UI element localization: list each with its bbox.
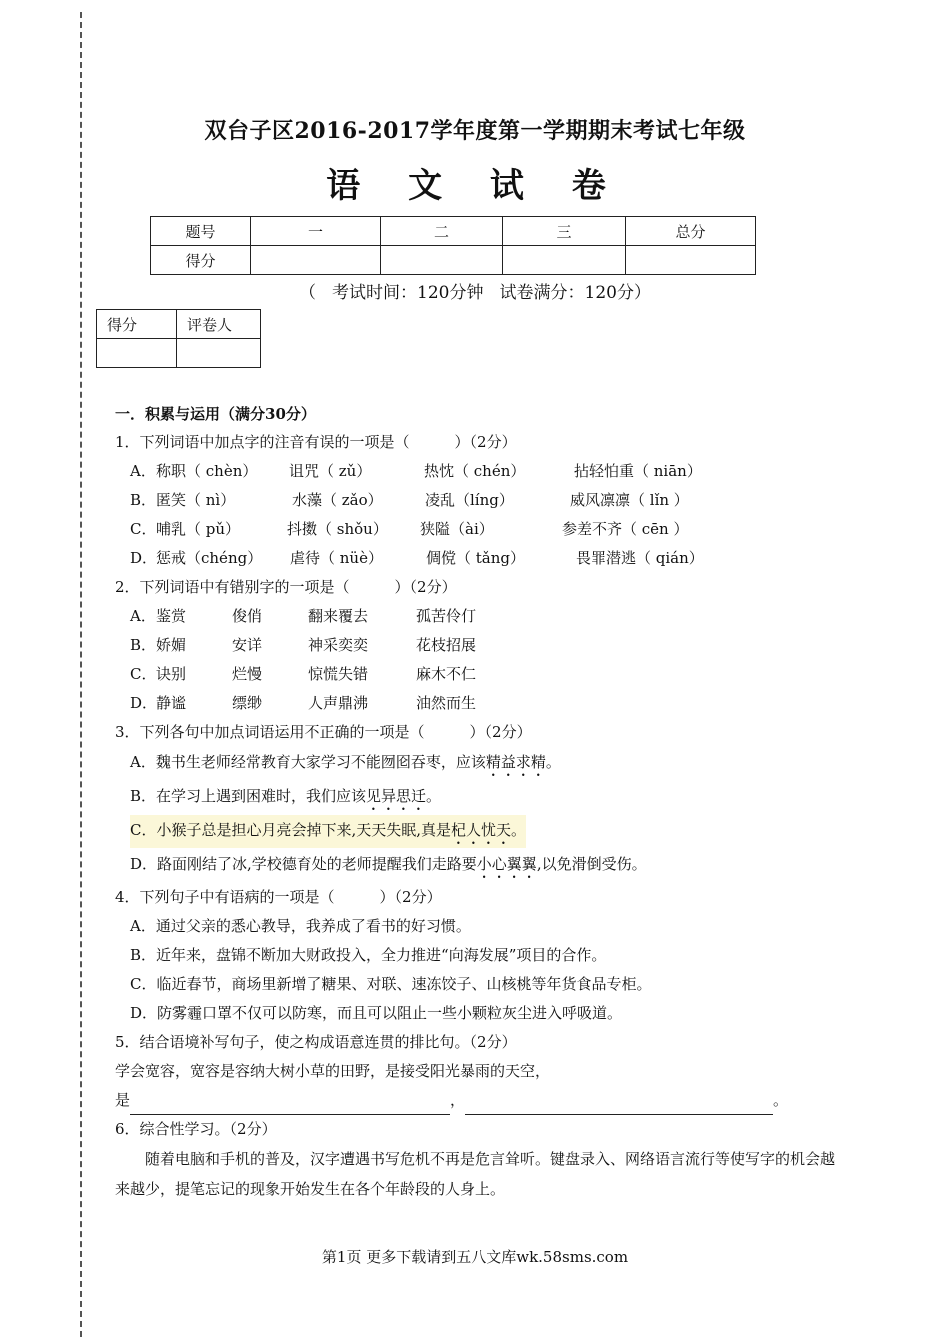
- question-2-stem: 2．下列词语中有错别字的一项是（ ）（2分）: [115, 578, 457, 596]
- question-4-option-d: D．防雾霾口罩不仅可以防寒，而且可以阻止一些小颗粒灰尘进入呼吸道。: [130, 1004, 623, 1022]
- question-1-option-c: C．哺乳（ pǔ） 抖擞（ shǒu） 狭隘（ài） 参差不齐（ cēn ）: [130, 520, 689, 538]
- exam-content: [115, 400, 840, 1204]
- score-cell: 三: [503, 217, 626, 246]
- dotted-phrase: 杞人忧天: [451, 821, 512, 839]
- subject-title: 语 文 试 卷: [326, 166, 624, 206]
- grader-name-label: 评卷人: [177, 310, 261, 339]
- score-table-header-row: [151, 217, 756, 246]
- question-3-option-a: A．魏书生老师经常教育大家学习不能囫囵吞枣，应该精益求精。: [115, 747, 840, 781]
- question-4-option-c: C．临近春节，商场里新增了糖果、对联、速冻饺子、山核桃等年货食品专柜。: [130, 975, 652, 993]
- score-cell: 总分: [626, 217, 756, 246]
- score-table-score-row: [151, 246, 756, 275]
- grader-score-cell: [97, 339, 177, 368]
- question-6-paragraph: 随着电脑和手机的普及，汉字遭遇书写危机不再是危言耸听。键盘录入、网络语言流行等使写字的机会越来越少，提笔忘记的现象开始发生在各个年龄段的人身上。: [115, 1150, 836, 1198]
- score-cell: 一: [251, 217, 381, 246]
- question-4-stem: 4．下列句子中有语病的一项是（ ）（2分）: [115, 888, 442, 906]
- question-3-option-d: D．路面刚结了冰,学校德育处的老师提醒我们走路要小心翼翼,以免滑倒受伤。: [115, 849, 840, 883]
- dotted-phrase: 见异思迁: [366, 787, 427, 805]
- grader-score-label: 得分: [97, 310, 177, 339]
- question-5-line-2: 是 ， 。: [115, 1086, 840, 1115]
- score-table: [150, 216, 756, 275]
- exam-title: 双台子区2016-2017学年度第一学期期末考试七年级: [204, 118, 746, 144]
- question-4-option-a: A．通过父亲的悉心教导，我养成了看书的好习惯。: [130, 917, 471, 935]
- question-1-option-a: A．称职（ chèn） 诅咒（ zǔ） 热忱（ chén） 拈轻怕重（ niān）: [130, 462, 702, 480]
- question-1-option-b: B．匿笑（ nì） 水藻（ zǎo） 凌乱（líng） 威风凛凛（ lǐn ）: [130, 491, 689, 509]
- question-5-line-1: 学会宽容，宽容是容纳大树小草的田野，是接受阳光暴雨的天空，: [115, 1062, 551, 1080]
- dotted-phrase: 精益求精: [485, 753, 546, 771]
- question-3-stem: 3．下列各句中加点词语运用不正确的一项是（ ）（2分）: [115, 723, 532, 741]
- binding-dashed-line: [80, 12, 82, 1337]
- exam-full-score: 试卷满分：120分）: [499, 283, 651, 303]
- section-title: 一．积累与运用（满分30分）: [115, 405, 316, 423]
- page-footer: 第1页 更多下载请到五八文库wk.58sms.com: [321, 1248, 629, 1266]
- score-input-cell: [503, 246, 626, 275]
- question-1-stem: 1．下列词语中加点字的注音有误的一项是（ ）（2分）: [115, 433, 517, 451]
- question-2-option-b: B．娇媚 安详 神采奕奕 花枝招展: [130, 636, 477, 654]
- question-5-stem: 5．结合语境补写句子，使之构成语意连贯的排比句。（2分）: [115, 1033, 517, 1051]
- question-1-option-d: D．惩戒（chéng） 虐待（ nüè） 倜傥（ tǎng） 畏罪潜逃（ qián）: [130, 549, 704, 567]
- score-input-cell: [381, 246, 503, 275]
- exam-info-prefix: （: [299, 283, 317, 303]
- exam-info: [0, 278, 950, 303]
- question-2-option-a: A．鉴赏 俊俏 翻来覆去 孤苦伶仃: [130, 607, 477, 625]
- question-3-option-b: B．在学习上遇到困难时，我们应该见异思迁。: [115, 781, 840, 815]
- answer-blank-2[interactable]: [465, 1098, 773, 1115]
- score-cell: 题号: [151, 217, 251, 246]
- question-2-option-d: D．静谧 缥缈 人声鼎沸 油然而生: [130, 694, 477, 712]
- question-6-stem: 6．综合性学习。（2分）: [115, 1120, 277, 1138]
- score-cell: 二: [381, 217, 503, 246]
- score-cell: 得分: [151, 246, 251, 275]
- answer-blank-1[interactable]: [130, 1098, 450, 1115]
- grader-name-cell: [177, 339, 261, 368]
- score-input-cell: [251, 246, 381, 275]
- dotted-phrase: 小心翼翼: [476, 855, 537, 873]
- question-4-option-b: B．近年来，盘锦不断加大财政投入，全力推进“向海发展”项目的合作。: [130, 946, 607, 964]
- question-2-option-c: C．诀别 烂慢 惊慌失错 麻木不仁: [130, 665, 477, 683]
- question-3-option-c: C．小猴子总是担心月亮会掉下来,天天失眠,真是杞人忧天。: [115, 815, 840, 849]
- grader-table: [96, 309, 261, 368]
- exam-time: 考试时间：120分钟: [332, 283, 484, 303]
- score-input-cell: [626, 246, 756, 275]
